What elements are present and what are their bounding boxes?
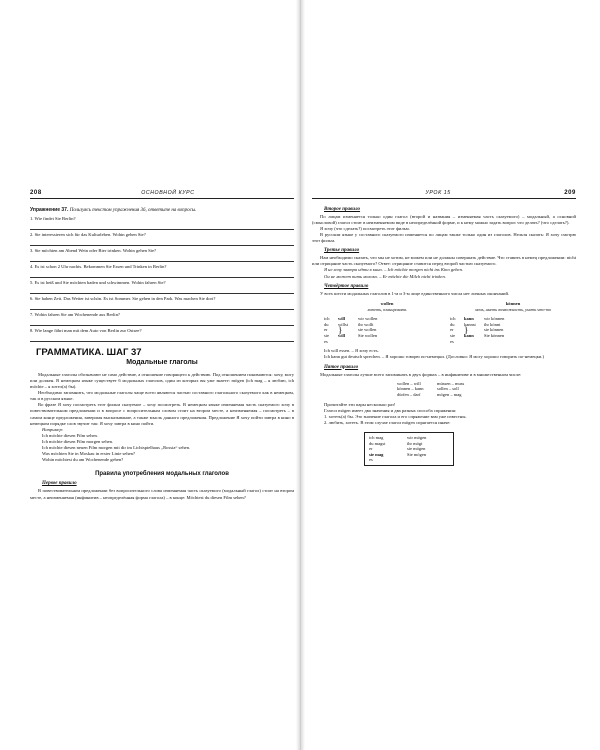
verb-form: will (338, 333, 346, 339)
answer-line (30, 223, 294, 230)
modal-verbs-heading: Модальные глаголы (126, 358, 198, 366)
exercise-instruction: Пользуясь текстом упражнения 36, ответьте на вопросы. (69, 207, 197, 213)
rule-text: Я хочу (что сделать?) посмотреть этот фильм. (320, 225, 410, 231)
pronoun: du (324, 321, 329, 327)
verb-pair: dürfen – darf (397, 391, 421, 397)
example-line: Ich will essen. – Я хочу есть. (324, 348, 379, 354)
verb-form: sie mögen (407, 446, 426, 452)
answer-line (30, 335, 294, 342)
verb-form: sie mag (369, 451, 384, 457)
rule-title: Пятое правило (324, 364, 359, 370)
paragraph: Модальные глаголы обозначают не само действие, а отношение говорящего к действию. Под отношением понимаются: хочу, могу или должен. В немецком языке существует 6 модальных глаголов, один из которых вы уже знаете: mögen (ich mag – я люблю, ich möchte – я хотел(а) бы). (30, 371, 294, 390)
exercise-label: Упражнение 37. (30, 206, 69, 213)
verb-form: ihr wollt (358, 321, 374, 327)
verb-form: ihr könnt (484, 321, 501, 327)
example-line: Ich kann gut deutsch sprechen. – Я хорошо говорю по-немецки. (Дословно: Я могу хорошо говорить по-немецки.) (324, 354, 544, 360)
exercise-item: 2. Sie interessieren sich für das Kulturleben. Wohin gehen Sie? (30, 231, 146, 237)
left-page (30, 190, 294, 501)
right-page (312, 190, 576, 466)
left-page-header (30, 190, 294, 199)
mogen-table (369, 435, 449, 463)
verb-form: Sie wollen (358, 333, 378, 339)
exercise-item: 5. Es ist heiß und Sie möchten baden und schwimmen. Wohin fahren Sie? (30, 279, 166, 285)
verb-form: Sie können (484, 333, 505, 339)
running-head: ОСНОВНОЙ КУРС (141, 190, 195, 196)
answer-line (30, 271, 294, 278)
answer-line (30, 287, 294, 294)
verb-form: will (338, 316, 346, 321)
exercise-item: 6. Sie haben Zeit. Das Wetter ist schön. Es ist Sommer. Sie gehen in den Park. Was machen Sie dort? (30, 295, 216, 301)
rule-text: Нам необходимо сказать, что мы не хотим, не можем или не должны совершать действие. Что ставить в немец предложении: nicht или отрицание часть сказуемого? Ответ: отрицание ставится перед второй частью сказуемого. (312, 255, 576, 267)
verb-form: du magst (369, 440, 386, 446)
running-head: УРОК 15 (425, 190, 451, 196)
rule-text: У всех шести модальных глаголов в 1-м и 3-м лице единственного числа нет личных окончаний. (320, 290, 510, 296)
verb-form: wir mögen (407, 434, 427, 440)
pronoun: es (324, 338, 328, 344)
exercise-item: 7. Wohin fahren Sie am Wochenende aus Berlin? (30, 311, 120, 317)
verb-pair: sollen – soll (437, 386, 459, 392)
mogen-conjugation-box (364, 432, 454, 466)
rule-title: Первое правило (42, 481, 77, 487)
brace-glyph: } (338, 325, 343, 336)
example-line: Он не может пить молоко. – Er möchte die Milch nicht trinken. (324, 273, 446, 279)
conjugation-table (324, 316, 576, 344)
rule-text: В повествовательном предложении без вопросительного слова изменяемая часть сказуемого (модальный глагол) стоит на втором месте, а неизменяемая (инфинитив – неопределённая форма глагола) – в конце: Möchtest du diesen Film sehen? (30, 488, 294, 500)
verb-form: kann (464, 333, 474, 339)
example-label: Например: (42, 426, 64, 432)
verb-form: kannst (464, 321, 476, 327)
verb-pair: mögen – mag (437, 391, 462, 397)
page-number: 209 (564, 190, 576, 196)
exercise-item: 3. Sie möchten am Abend Wein oder Bier trinken. Wohin gehen Sie? (30, 247, 157, 253)
pronoun: ich (450, 316, 456, 321)
brace-glyph: } (464, 325, 469, 336)
verb-form: ihr mögt (407, 440, 423, 446)
answer-line (30, 239, 294, 246)
rule-text: Модальные глаголы лучше всего запоминать в двух формах – в инфинитиве и в множественном числе: (320, 371, 522, 377)
verb-form: willst (338, 321, 349, 327)
rule-text: В русском языке у составного сказуемого изменяется по лицам также только один из глаголов. Нельзя сказать: Я хочу смотрю этот фильм. (312, 231, 576, 244)
verb-form: sie wollen (358, 327, 377, 333)
exercise-list (30, 216, 294, 342)
rule-title: Четвёртое правило (324, 283, 369, 289)
instruction-line: Прочитайте эти пары несколько раз! (324, 401, 396, 407)
verb-meaning: мочь, иметь возможность, уметь что-то (475, 306, 551, 312)
conjugation-subheaders (324, 307, 576, 313)
verb-form: kann (464, 316, 474, 321)
answer-line (30, 319, 294, 326)
rule-text: По лицам изменяется только один глагол (второй и названия – изменяемая часть сказуемого) – модальный, а основной (смысловой) глагол стоит в неизменяемом виде в неопределённой форме, и к нему можно задать вопрос что делать? (что сделать?). (312, 213, 576, 225)
exercise-item: 4. Es ist schon 2 Uhr nachts. Bekommen Sie Essen und Trinken in Berlin? (30, 263, 167, 269)
example-line: Я не хочу завтра идти в кино. – Ich möchte morgen nicht ins Kino gehen. (324, 267, 464, 273)
verb-form: wir können (484, 316, 505, 321)
rule-title: Третье правило (324, 248, 360, 254)
pronoun: du (450, 321, 455, 327)
verb-forms-table (397, 381, 576, 398)
example-line: Ich möchte diesen Film morgen sehen. (42, 438, 114, 444)
exercise-title (30, 207, 294, 214)
verb-form: ich mag (369, 434, 384, 440)
exercise-item: 1. Wie findet Sie Berlin? (30, 215, 76, 221)
verb-pair: müssen – muss (437, 380, 465, 386)
example-line: Wohin möchtest du am Wochenende gehen? (42, 457, 124, 463)
pronoun: er (450, 327, 454, 333)
right-page-header (312, 190, 576, 199)
verb-form: er (369, 446, 373, 452)
verb-form: Sie mögen (407, 451, 427, 457)
text-line: Глагол mögen имеет два значения и два разных способа спряжения: (324, 407, 457, 413)
rule-title: Второе правило (324, 206, 361, 212)
example-line: Was möchten Sie in Moskau in erster Linie sehen? (42, 451, 136, 457)
pronoun: es (450, 338, 454, 344)
verb-form: es (369, 457, 373, 463)
verb-meaning: хотеть, планировать (367, 306, 407, 312)
rules-heading: Правила употребления модальных глаголов (95, 471, 229, 478)
pronoun: ich (324, 316, 330, 321)
pronoun: sie (324, 333, 329, 339)
verb-pair: können – kann (397, 386, 424, 392)
verb-form: wir wollen (358, 316, 378, 321)
example-line: Ich möchte diesen Film sehen. (42, 432, 99, 438)
answer-line (30, 255, 294, 262)
verb-heading: wollen (380, 300, 394, 306)
paragraph: Необходимо запомнить, что модальные глаголы чаще всего являются частью составного глагольного сказуемого как в немецком, так и в русском языке. (30, 390, 294, 402)
pronoun: sie (450, 333, 455, 339)
verb-form: sie können (484, 327, 504, 333)
verb-heading: können (505, 300, 521, 306)
page-number: 208 (30, 190, 42, 196)
text-line: 1. хотеть(а) бы. Это значение глагола и его спряжение вам уже известны. (324, 413, 467, 419)
book-gutter (296, 0, 305, 750)
paragraph: Во фразе Я хочу посмотреть этот фильм сказуемое – хочу посмотреть. В немецком языке изменяемая часть сказуемого хочу в повествовательном предложении и в вопросе с вопросительным словом стоит на втором месте, а неизменяемая – посмотреть – в самом конце предложения, завершая высказывание, а также мысль данного предложения. Предложение Я хочу пойти завтра в кино в немецком порядке слов звучит так: Я хочу завтра в кино пойти. (30, 402, 294, 426)
grammar-heading: ГРАММАТИКА. ШАГ 37 (36, 346, 142, 358)
answer-line (30, 303, 294, 310)
text-line: 2. любить, хотеть. В этом случае глагол mögen спрягается иначе: (324, 419, 451, 425)
verb-pair: wollen – will (397, 380, 421, 386)
exercise-item: 8. Wie lange fährt man mit dem Auto von Berlin zur Ostsee? (30, 327, 142, 333)
example-line: Ich möchte diesen neuen Film morgen mit dir im Lichtspielhaus „Rossia“ sehen. (42, 445, 191, 450)
pronoun: er (324, 327, 328, 333)
